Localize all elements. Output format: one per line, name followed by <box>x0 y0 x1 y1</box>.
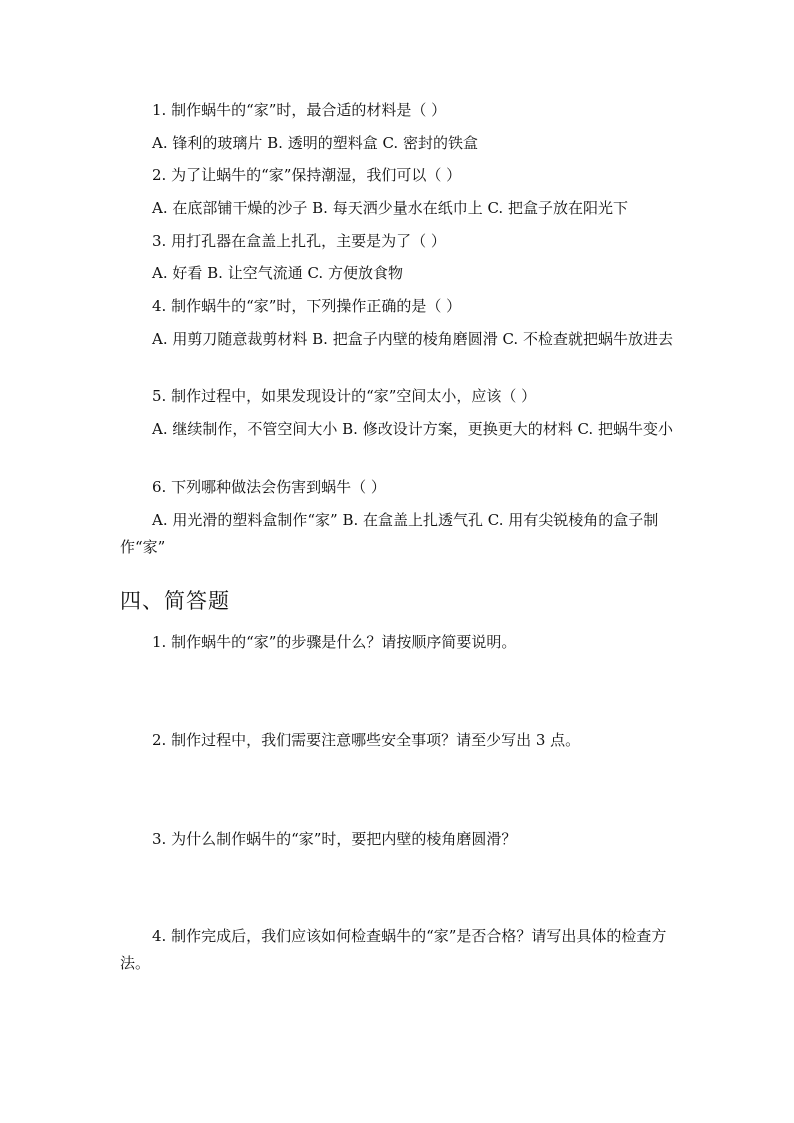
question-2-options: A. 在底部铺干燥的沙子 B. 每天洒少量水在纸巾上 C. 把盒子放在阳光下 <box>152 199 628 217</box>
question-2: 2. 为了让蜗牛的“家”保持潮湿，我们可以（ ） <box>152 166 462 184</box>
question-1: 1. 制作蜗牛的“家”时，最合适的材料是（ ） <box>152 101 447 119</box>
short-answer-4: 4. 制作完成后，我们应该如何检查蜗牛的“家”是否合格？请写出具体的检查方法。 <box>120 927 667 972</box>
question-3-options: A. 好看 B. 让空气流通 C. 方便放食物 <box>152 264 403 282</box>
short-answer-3: 3. 为什么制作蜗牛的“家”时，要把内壁的棱角磨圆滑？ <box>152 830 517 848</box>
short-answer-2: 2. 制作过程中，我们需要注意哪些安全事项？请至少写出 3 点。 <box>152 731 581 749</box>
question-5-options: A. 继续制作，不管空间大小 B. 修改设计方案，更换更大的材料 C. 把蜗牛变小 <box>152 420 673 438</box>
question-4: 4. 制作蜗牛的“家”时，下列操作正确的是（ ） <box>152 297 462 315</box>
question-4-options: A. 用剪刀随意裁剪材料 B. 把盒子内壁的棱角磨圆滑 C. 不检查就把蜗牛放进去 <box>152 330 673 348</box>
section-title: 四、简答题 <box>120 589 230 613</box>
question-6: 6. 下列哪种做法会伤害到蜗牛（ ） <box>152 478 386 496</box>
question-5: 5. 制作过程中，如果发现设计的“家”空间太小，应该（ ） <box>152 387 537 405</box>
question-1-options: A. 锋利的玻璃片 B. 透明的塑料盒 C. 密封的铁盒 <box>152 134 478 152</box>
question-3: 3. 用打孔器在盒盖上扎孔，主要是为了（ ） <box>152 232 446 250</box>
question-6-options: A. 用光滑的塑料盒制作“家” B. 在盒盖上扎透气孔 C. 用有尖锐棱角的盒子制作“家” <box>120 511 659 556</box>
short-answer-1: 1. 制作蜗牛的“家”的步骤是什么？请按顺序简要说明。 <box>152 633 517 651</box>
